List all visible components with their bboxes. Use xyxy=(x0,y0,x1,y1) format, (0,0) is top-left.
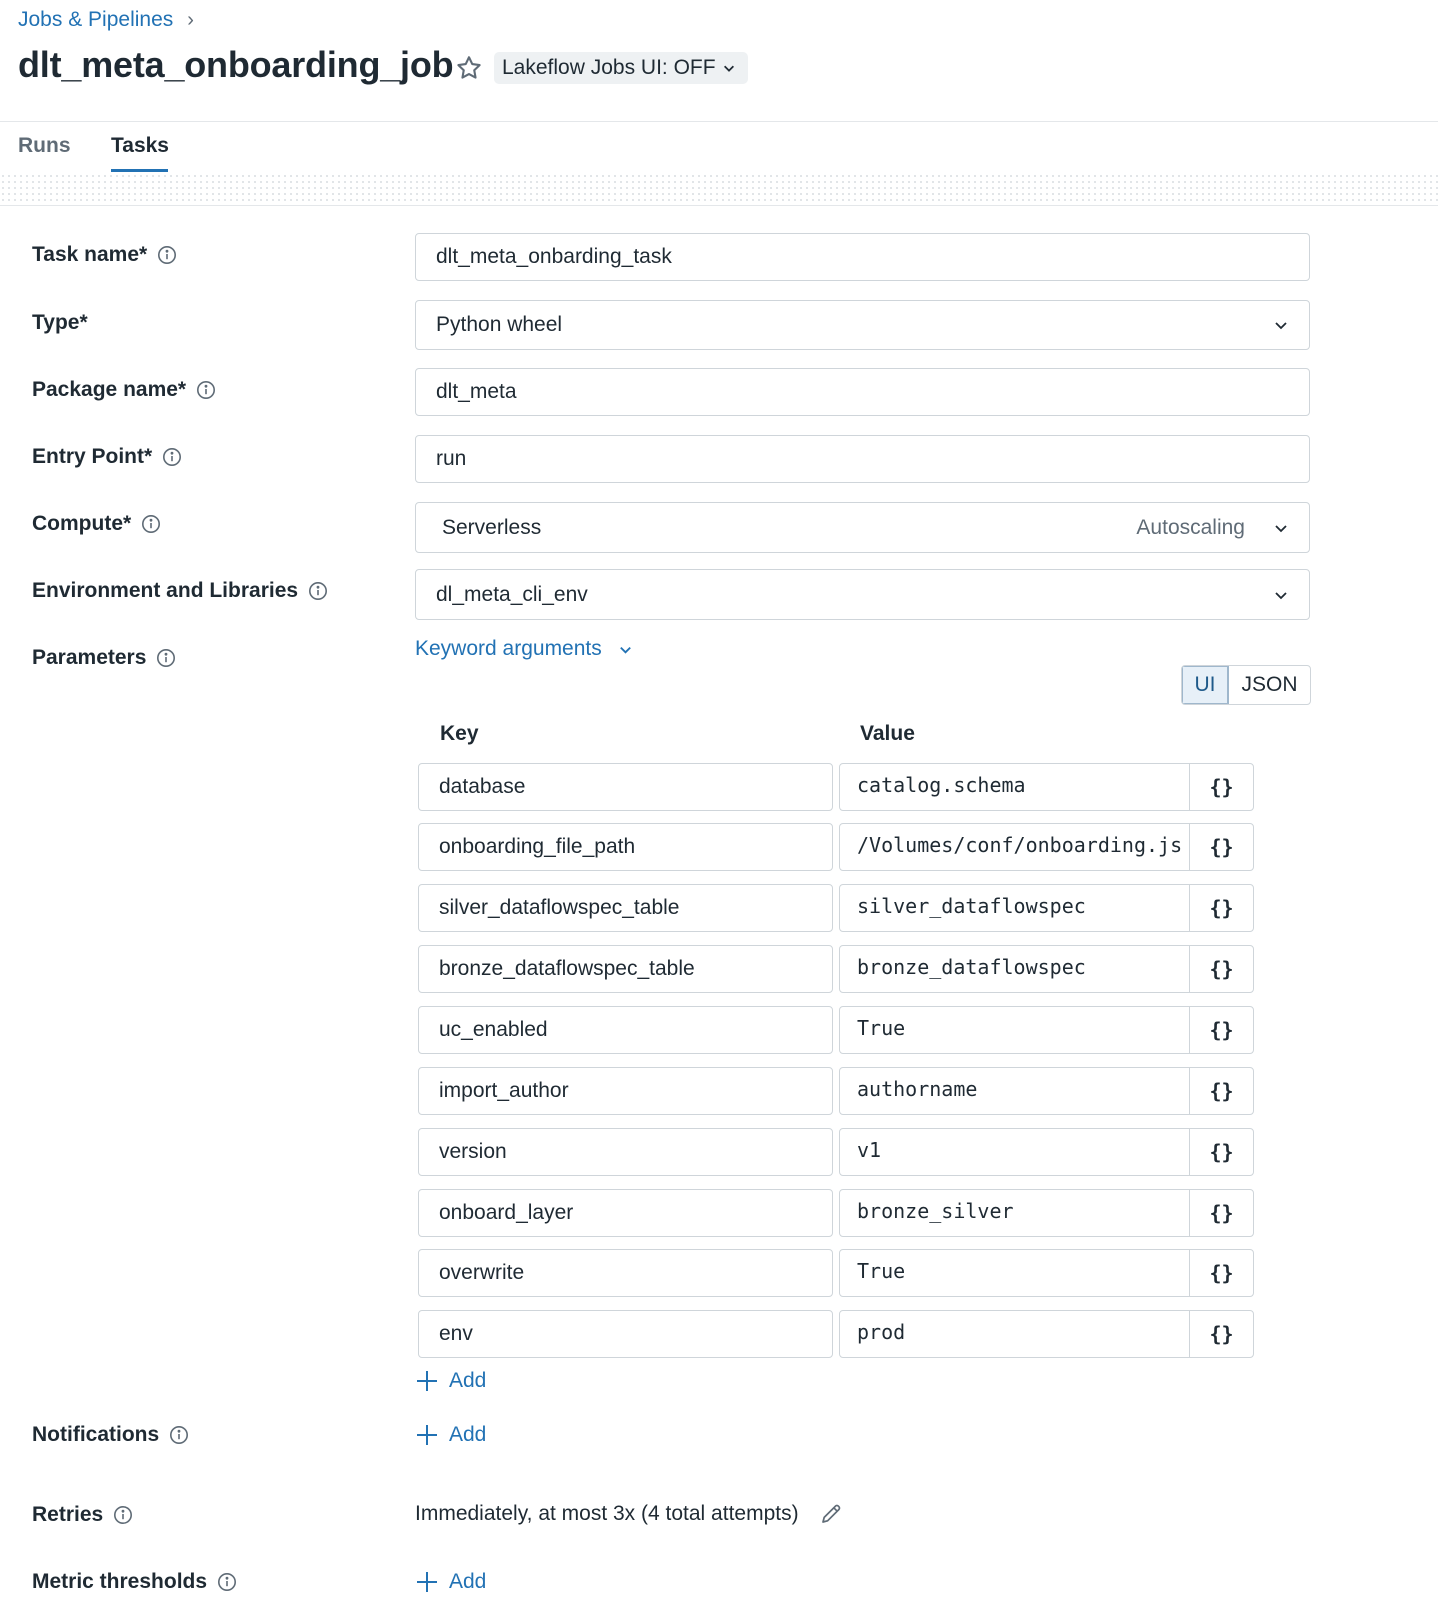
info-icon[interactable] xyxy=(308,581,328,601)
parameter-key-input[interactable]: version xyxy=(418,1128,833,1176)
compute-autoscaling-label: Autoscaling xyxy=(1136,515,1245,539)
parameter-key-input[interactable]: bronze_dataflowspec_table xyxy=(418,945,833,993)
compute-label-text: Compute* xyxy=(32,512,132,535)
metric-thresholds-label xyxy=(32,1570,237,1594)
task-name-value: dlt_meta_onbarding_task xyxy=(436,245,672,268)
parameter-key-input[interactable]: overwrite xyxy=(418,1249,833,1297)
parameter-row xyxy=(418,1249,1254,1297)
dynamic-value-button[interactable]: {} xyxy=(1189,1129,1253,1175)
info-icon[interactable] xyxy=(169,1425,189,1445)
environment-select[interactable] xyxy=(415,569,1310,620)
page-title: dlt_meta_onboarding_job xyxy=(18,44,454,85)
add-parameter-button[interactable] xyxy=(415,1369,486,1393)
metric-thresholds-label-text: Metric thresholds xyxy=(32,1570,208,1593)
chevron-down-icon xyxy=(618,642,633,657)
task-name-input[interactable] xyxy=(415,233,1310,281)
parameter-key-input[interactable]: import_author xyxy=(418,1067,833,1115)
parameter-value-text: silver_dataflowspec xyxy=(857,894,1086,918)
retries-value: Immediately, at most 3x (4 total attempts) xyxy=(415,1502,799,1525)
keyword-arguments-dropdown[interactable] xyxy=(415,637,633,661)
parameter-value-input[interactable] xyxy=(839,763,1254,811)
header-divider xyxy=(0,121,1438,122)
retries-label-text: Retries xyxy=(32,1503,104,1526)
info-icon[interactable] xyxy=(156,648,176,668)
notifications-label xyxy=(32,1423,189,1447)
breadcrumb-link-jobs-pipelines[interactable]: Jobs & Pipelines xyxy=(18,8,174,31)
chevron-down-icon xyxy=(1273,317,1289,333)
chevron-right-icon: › xyxy=(187,8,194,31)
parameter-value-text: bronze_dataflowspec xyxy=(857,955,1086,979)
compute-value: Serverless xyxy=(442,515,542,539)
parameter-value-text: bronze_silver xyxy=(857,1199,1014,1223)
parameter-value-input[interactable] xyxy=(839,1006,1254,1054)
info-icon[interactable] xyxy=(157,245,177,265)
parameter-value-text: catalog.schema xyxy=(857,773,1026,797)
parameter-row xyxy=(418,1128,1254,1176)
package-name-label xyxy=(32,378,216,402)
package-name-input[interactable] xyxy=(415,368,1310,416)
add-metric-threshold-button[interactable] xyxy=(415,1570,486,1594)
breadcrumb xyxy=(18,8,194,32)
type-label-text: Type* xyxy=(32,311,88,334)
parameter-value-text: authorname xyxy=(857,1077,978,1101)
type-value: Python wheel xyxy=(436,313,563,336)
info-icon[interactable] xyxy=(113,1505,133,1525)
key-column-header: Key xyxy=(440,722,479,745)
view-ui-button[interactable]: UI xyxy=(1182,666,1229,704)
dynamic-value-button[interactable]: {} xyxy=(1189,946,1253,992)
info-icon[interactable] xyxy=(162,447,182,467)
environment-label-text: Environment and Libraries xyxy=(32,579,299,602)
info-icon[interactable] xyxy=(196,380,216,400)
parameter-value-input[interactable] xyxy=(839,1189,1254,1237)
pencil-icon[interactable] xyxy=(819,1502,843,1526)
dynamic-value-button[interactable]: {} xyxy=(1189,1311,1253,1357)
parameter-value-text: v1 xyxy=(857,1138,882,1162)
parameter-row xyxy=(418,823,1254,871)
tabs-divider-band xyxy=(0,173,1438,206)
add-metric-threshold-label: Add xyxy=(449,1570,487,1593)
parameters-label-text: Parameters xyxy=(32,646,147,669)
parameter-row xyxy=(418,1310,1254,1358)
parameter-row xyxy=(418,1067,1254,1115)
parameter-value-input[interactable] xyxy=(839,1128,1254,1176)
compute-select[interactable] xyxy=(415,502,1310,553)
dynamic-value-button[interactable]: {} xyxy=(1189,764,1253,810)
add-parameter-label: Add xyxy=(449,1369,487,1392)
info-icon[interactable] xyxy=(141,514,161,534)
parameter-key-input[interactable]: silver_dataflowspec_table xyxy=(418,884,833,932)
tab-tasks[interactable]: Tasks xyxy=(111,134,169,157)
entry-point-input[interactable] xyxy=(415,435,1310,483)
entry-point-label-text: Entry Point* xyxy=(32,445,153,468)
retries-label xyxy=(32,1503,133,1527)
task-name-label xyxy=(32,243,177,267)
tab-runs[interactable]: Runs xyxy=(18,134,71,157)
star-icon[interactable] xyxy=(455,54,483,82)
parameter-value-text: /Volumes/conf/onboarding.js xyxy=(857,833,1183,857)
view-json-button[interactable]: JSON xyxy=(1241,673,1298,696)
entry-point-value: run xyxy=(436,447,467,470)
active-tab-indicator xyxy=(111,169,168,172)
info-icon[interactable] xyxy=(217,1572,237,1592)
notifications-label-text: Notifications xyxy=(32,1423,160,1446)
parameter-value-input[interactable] xyxy=(839,1067,1254,1115)
parameter-row xyxy=(418,1189,1254,1237)
parameter-value-input[interactable] xyxy=(839,884,1254,932)
plus-icon xyxy=(415,1570,439,1594)
parameter-row xyxy=(418,945,1254,993)
parameter-key-input[interactable]: uc_enabled xyxy=(418,1006,833,1054)
package-name-value: dlt_meta xyxy=(436,380,517,403)
compute-label xyxy=(32,512,161,536)
parameter-value-input[interactable] xyxy=(839,1310,1254,1358)
dynamic-value-button[interactable]: {} xyxy=(1189,885,1253,931)
plus-icon xyxy=(415,1423,439,1447)
environment-label xyxy=(32,579,328,603)
environment-value: dl_meta_cli_env xyxy=(436,582,588,606)
parameters-view-toggle xyxy=(1181,665,1311,705)
chevron-down-icon xyxy=(1273,587,1289,603)
parameter-value-text: prod xyxy=(857,1320,906,1344)
parameter-row xyxy=(418,1006,1254,1054)
dynamic-value-button[interactable]: {} xyxy=(1189,1250,1253,1296)
add-notification-button[interactable] xyxy=(415,1423,486,1447)
dynamic-value-button[interactable]: {} xyxy=(1189,1190,1253,1236)
retries-summary xyxy=(415,1502,843,1526)
lakeflow-ui-toggle-label: Lakeflow Jobs UI: OFF xyxy=(502,56,716,79)
dynamic-value-button[interactable]: {} xyxy=(1189,1068,1253,1114)
chevron-down-icon xyxy=(722,61,736,75)
parameter-key-input[interactable]: onboard_layer xyxy=(418,1189,833,1237)
parameter-value-text: True xyxy=(857,1259,906,1283)
dynamic-value-button[interactable]: {} xyxy=(1189,1007,1253,1053)
parameter-key-input[interactable]: database xyxy=(418,763,833,811)
value-column-header: Value xyxy=(860,722,915,745)
parameter-value-input[interactable] xyxy=(839,945,1254,993)
parameter-value-input[interactable] xyxy=(839,1249,1254,1297)
parameter-value-input[interactable] xyxy=(839,823,1254,871)
parameter-key-input[interactable]: env xyxy=(418,1310,833,1358)
parameter-row xyxy=(418,763,1254,811)
plus-icon xyxy=(415,1369,439,1393)
task-name-label-text: Task name* xyxy=(32,243,148,266)
add-notification-label: Add xyxy=(449,1423,487,1446)
lakeflow-ui-toggle[interactable] xyxy=(494,52,748,84)
chevron-down-icon xyxy=(1273,520,1289,536)
parameter-key-input[interactable]: onboarding_file_path xyxy=(418,823,833,871)
parameters-label xyxy=(32,646,176,670)
parameter-row xyxy=(418,884,1254,932)
type-label xyxy=(32,311,88,335)
type-select[interactable] xyxy=(415,300,1310,350)
keyword-arguments-label: Keyword arguments xyxy=(415,637,602,660)
dynamic-value-button[interactable]: {} xyxy=(1189,824,1253,870)
parameter-value-text: True xyxy=(857,1016,906,1040)
package-name-label-text: Package name* xyxy=(32,378,187,401)
entry-point-label xyxy=(32,445,182,469)
